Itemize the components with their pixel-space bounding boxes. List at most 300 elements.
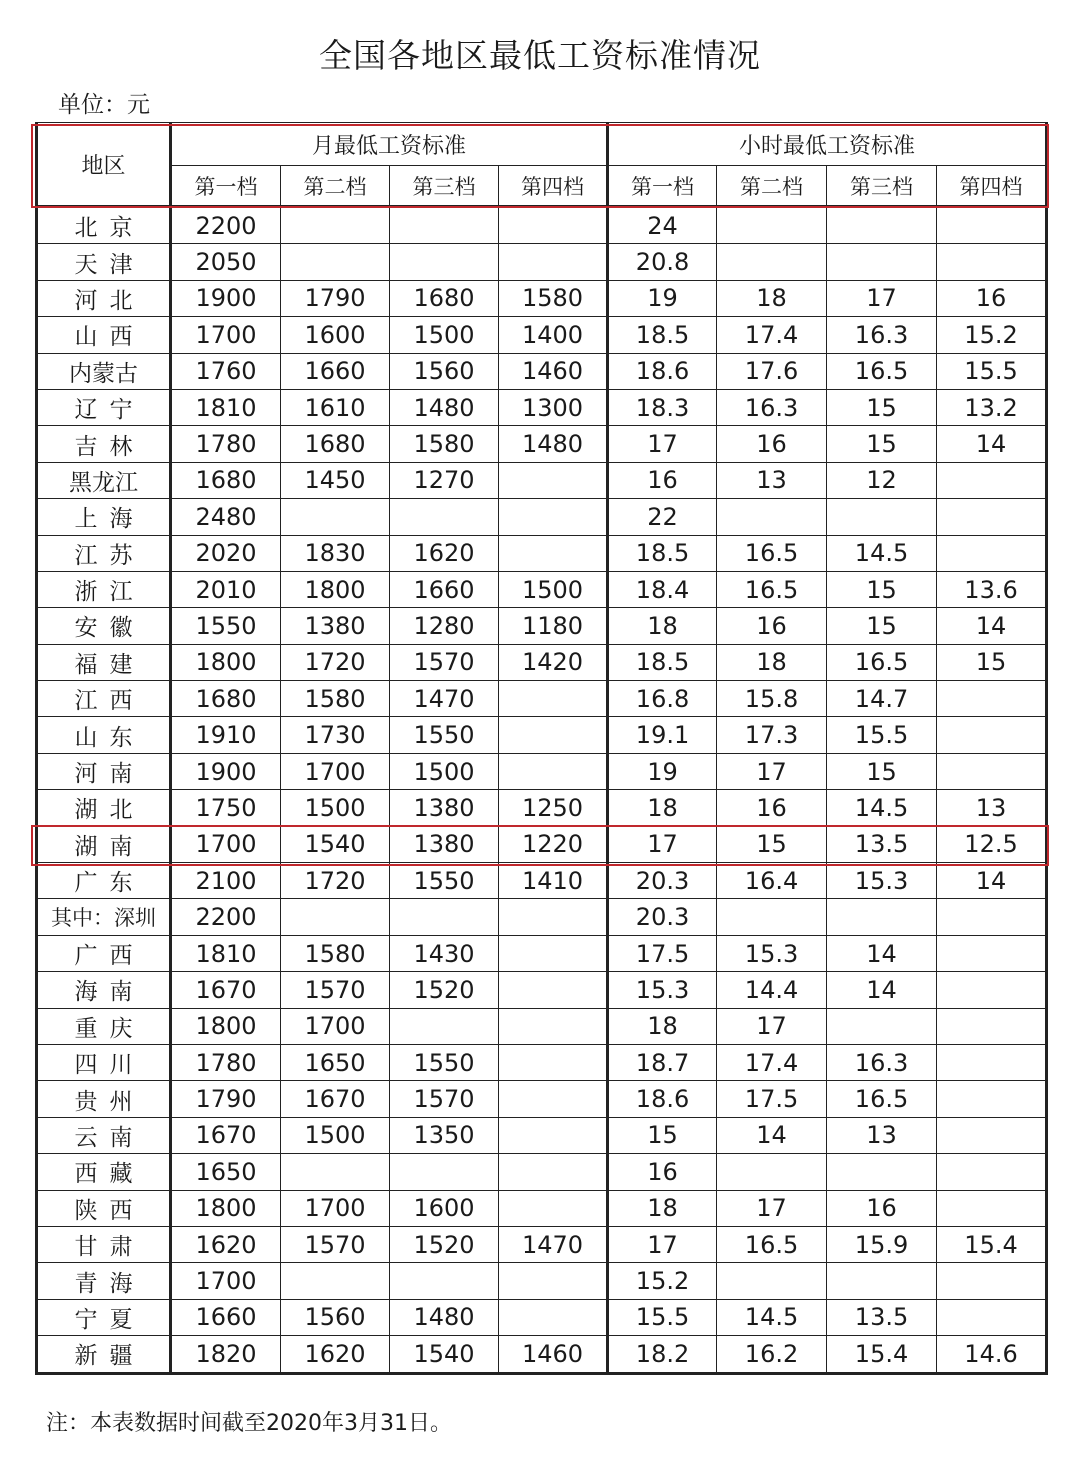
monthly-tier-2-cell: 1720 [281, 863, 390, 899]
monthly-wage-header: 月最低工资标准 [171, 123, 608, 166]
monthly-tier-2-cell: 1730 [281, 717, 390, 753]
hourly-tier-3-cell: 16.3 [827, 317, 937, 353]
hourly-tier-3-cell [827, 244, 937, 280]
table-row [37, 571, 1047, 607]
region-cell: 云南 [37, 1117, 171, 1153]
monthly-tier-2-cell: 1700 [281, 1008, 390, 1044]
hourly-tier-3-cell: 16.5 [827, 353, 937, 389]
table-row [37, 935, 1047, 971]
hourly-tier-2-cell: 17 [717, 753, 827, 789]
monthly-tier-2-cell [281, 1263, 390, 1299]
monthly-tier-3-cell: 1570 [390, 644, 499, 680]
hourly-tier-4-cell: 15 [937, 644, 1047, 680]
monthly-tier-2-cell: 1680 [281, 426, 390, 462]
monthly-tier-2-cell [281, 244, 390, 280]
hourly-tier-4-cell: 14.6 [937, 1336, 1047, 1373]
hourly-tier-3-cell: 14 [827, 972, 937, 1008]
monthly-tier-4-cell [499, 1299, 608, 1335]
hourly-tier-1-cell: 16 [608, 1154, 717, 1190]
hourly-tier-4-cell: 14 [937, 426, 1047, 462]
monthly-tier-1-cell: 1670 [171, 972, 281, 1008]
monthly-tier-4-cell [499, 499, 608, 535]
monthly-tier-1-cell: 1680 [171, 681, 281, 717]
hourly-tier-4-cell [937, 1190, 1047, 1226]
hourly-tier-3-cell [827, 1263, 937, 1299]
hourly-tier-1-cell: 18.5 [608, 317, 717, 353]
region-cell: 安徽 [37, 608, 171, 644]
hourly-tier-4-cell: 13.2 [937, 389, 1047, 425]
hourly-tier-2-cell: 15.3 [717, 935, 827, 971]
hourly-tier-1-cell: 16.8 [608, 681, 717, 717]
hourly-tier-4-cell [937, 244, 1047, 280]
monthly-tier-4-cell: 1460 [499, 1336, 608, 1373]
monthly-tier-3-cell: 1680 [390, 280, 499, 316]
table-row [37, 826, 1047, 862]
hourly-tier-4-cell [937, 1299, 1047, 1335]
monthly-tier-2-cell: 1720 [281, 644, 390, 680]
monthly-tier-3-cell: 1500 [390, 317, 499, 353]
monthly-tier-1-cell: 2200 [171, 899, 281, 935]
hourly-tier-3-cell [827, 899, 937, 935]
hourly-tier-1-cell: 15.5 [608, 1299, 717, 1335]
monthly-tier-4-cell: 1400 [499, 317, 608, 353]
table-header [37, 123, 1047, 207]
hourly-tier-1-cell: 18 [608, 608, 717, 644]
region-cell: 四川 [37, 1044, 171, 1080]
monthly-tier-4-cell [499, 535, 608, 571]
monthly-tier-2-cell: 1800 [281, 571, 390, 607]
hourly-tier-2-cell: 16.5 [717, 535, 827, 571]
monthly-tier-1-cell: 1900 [171, 753, 281, 789]
monthly-tier-3-cell: 1550 [390, 863, 499, 899]
hourly-tier-2-cell: 17.4 [717, 317, 827, 353]
table-row [37, 717, 1047, 753]
monthly-tier-4-cell: 1180 [499, 608, 608, 644]
hourly-tier-2-cell: 16 [717, 426, 827, 462]
table-row [37, 644, 1047, 680]
monthly-tier-2-cell: 1450 [281, 462, 390, 498]
monthly-tier-2-cell: 1700 [281, 1190, 390, 1226]
hourly-tier-3-cell: 15 [827, 753, 937, 789]
monthly-tier-3-cell: 1270 [390, 462, 499, 498]
monthly-tier-2-cell [281, 499, 390, 535]
hourly-tier-1-cell: 18.3 [608, 389, 717, 425]
minimum-wage-table [35, 122, 1048, 1375]
hourly-tier-2-cell: 16.4 [717, 863, 827, 899]
hourly-tier-2-cell [717, 1263, 827, 1299]
region-cell: 江苏 [37, 535, 171, 571]
hourly-tier-4-cell: 13 [937, 790, 1047, 826]
hourly-tier-1-cell: 24 [608, 207, 717, 244]
hourly-tier-1-header: 第一档 [608, 166, 717, 207]
hourly-tier-3-cell [827, 499, 937, 535]
hourly-tier-2-cell: 13 [717, 462, 827, 498]
monthly-tier-3-cell: 1380 [390, 790, 499, 826]
monthly-tier-3-cell: 1350 [390, 1117, 499, 1153]
monthly-tier-1-cell: 1680 [171, 462, 281, 498]
hourly-tier-4-cell [937, 1154, 1047, 1190]
monthly-tier-3-cell [390, 244, 499, 280]
monthly-tier-1-cell: 1760 [171, 353, 281, 389]
hourly-tier-1-cell: 15.3 [608, 972, 717, 1008]
hourly-tier-3-cell: 14.7 [827, 681, 937, 717]
table-row [37, 1044, 1047, 1080]
hourly-tier-1-cell: 15 [608, 1117, 717, 1153]
hourly-tier-3-cell [827, 1154, 937, 1190]
monthly-tier-3-cell: 1620 [390, 535, 499, 571]
monthly-tier-2-cell: 1560 [281, 1299, 390, 1335]
hourly-tier-1-cell: 20.3 [608, 863, 717, 899]
hourly-tier-3-cell: 13.5 [827, 1299, 937, 1335]
unit-label: 单位：元 [58, 92, 150, 118]
hourly-tier-1-cell: 18.6 [608, 353, 717, 389]
monthly-tier-3-cell [390, 207, 499, 244]
hourly-tier-1-cell: 18 [608, 790, 717, 826]
hourly-tier-1-cell: 18.2 [608, 1336, 717, 1373]
monthly-tier-2-cell: 1670 [281, 1081, 390, 1117]
monthly-tier-1-cell: 2050 [171, 244, 281, 280]
hourly-tier-3-cell: 12 [827, 462, 937, 498]
hourly-tier-2-cell: 17 [717, 1190, 827, 1226]
monthly-tier-3-cell: 1540 [390, 1336, 499, 1373]
table-row [37, 972, 1047, 1008]
monthly-tier-4-cell: 1470 [499, 1226, 608, 1262]
monthly-tier-1-cell: 1650 [171, 1154, 281, 1190]
monthly-tier-4-cell [499, 753, 608, 789]
monthly-tier-4-cell [499, 1008, 608, 1044]
hourly-tier-4-cell [937, 681, 1047, 717]
monthly-tier-3-cell: 1550 [390, 717, 499, 753]
hourly-tier-4-cell: 15.4 [937, 1226, 1047, 1262]
monthly-tier-2-cell: 1620 [281, 1336, 390, 1373]
region-column-header: 地区 [37, 123, 171, 207]
hourly-tier-4-cell: 14 [937, 608, 1047, 644]
region-cell: 辽宁 [37, 389, 171, 425]
hourly-tier-3-cell: 14.5 [827, 790, 937, 826]
hourly-tier-3-cell: 16.5 [827, 644, 937, 680]
hourly-tier-4-cell [937, 1117, 1047, 1153]
monthly-tier-4-cell [499, 462, 608, 498]
region-cell: 广东 [37, 863, 171, 899]
monthly-tier-3-cell: 1580 [390, 426, 499, 462]
page-title: 全国各地区最低工资标准情况 [319, 36, 761, 75]
monthly-tier-1-cell: 1750 [171, 790, 281, 826]
hourly-tier-1-cell: 19.1 [608, 717, 717, 753]
hourly-tier-4-cell [937, 462, 1047, 498]
hourly-tier-3-cell: 15 [827, 426, 937, 462]
table-row [37, 1081, 1047, 1117]
hourly-wage-header: 小时最低工资标准 [608, 123, 1047, 166]
table-row [37, 608, 1047, 644]
region-cell: 甘肃 [37, 1226, 171, 1262]
monthly-tier-3-cell [390, 1154, 499, 1190]
monthly-tier-4-cell [499, 899, 608, 935]
table-row [37, 280, 1047, 316]
hourly-tier-1-cell: 18.4 [608, 571, 717, 607]
monthly-tier-4-cell [499, 244, 608, 280]
monthly-tier-1-header: 第一档 [171, 166, 281, 207]
monthly-tier-3-cell [390, 499, 499, 535]
region-cell: 贵州 [37, 1081, 171, 1117]
hourly-tier-4-cell: 15.5 [937, 353, 1047, 389]
hourly-tier-1-cell: 19 [608, 280, 717, 316]
hourly-tier-4-cell: 13.6 [937, 571, 1047, 607]
hourly-tier-4-cell [937, 207, 1047, 244]
region-cell: 西藏 [37, 1154, 171, 1190]
monthly-tier-4-cell [499, 972, 608, 1008]
monthly-tier-2-cell: 1600 [281, 317, 390, 353]
monthly-tier-1-cell: 2200 [171, 207, 281, 244]
region-cell: 河南 [37, 753, 171, 789]
monthly-tier-2-cell: 1580 [281, 935, 390, 971]
hourly-tier-2-cell: 14.5 [717, 1299, 827, 1335]
monthly-tier-2-cell: 1540 [281, 826, 390, 862]
table-row [37, 863, 1047, 899]
table-row [37, 353, 1047, 389]
hourly-tier-2-cell: 15 [717, 826, 827, 862]
hourly-tier-3-cell: 15 [827, 608, 937, 644]
hourly-tier-1-cell: 18.5 [608, 644, 717, 680]
hourly-tier-1-cell: 18 [608, 1190, 717, 1226]
hourly-tier-4-cell: 16 [937, 280, 1047, 316]
hourly-tier-2-cell: 18 [717, 644, 827, 680]
monthly-tier-2-cell: 1660 [281, 353, 390, 389]
hourly-tier-1-cell: 20.8 [608, 244, 717, 280]
monthly-tier-3-cell [390, 1008, 499, 1044]
hourly-tier-3-cell: 15.9 [827, 1226, 937, 1262]
monthly-tier-2-cell: 1570 [281, 1226, 390, 1262]
monthly-tier-3-cell: 1520 [390, 1226, 499, 1262]
monthly-tier-1-cell: 1550 [171, 608, 281, 644]
monthly-tier-4-cell [499, 717, 608, 753]
footnote: 注：本表数据时间截至2020年3月31日。 [46, 1411, 452, 1436]
region-cell: 重庆 [37, 1008, 171, 1044]
monthly-tier-1-cell: 1820 [171, 1336, 281, 1373]
monthly-tier-3-header: 第三档 [390, 166, 499, 207]
hourly-tier-1-cell: 17 [608, 826, 717, 862]
hourly-tier-4-cell [937, 1263, 1047, 1299]
hourly-tier-2-cell: 16.2 [717, 1336, 827, 1373]
monthly-tier-1-cell: 1670 [171, 1117, 281, 1153]
table-row [37, 1117, 1047, 1153]
monthly-tier-3-cell: 1380 [390, 826, 499, 862]
table-row [37, 462, 1047, 498]
region-cell: 天津 [37, 244, 171, 280]
hourly-tier-1-cell: 18.5 [608, 535, 717, 571]
monthly-tier-4-cell: 1500 [499, 571, 608, 607]
table-row [37, 1008, 1047, 1044]
hourly-tier-2-cell: 17.6 [717, 353, 827, 389]
monthly-tier-3-cell: 1500 [390, 753, 499, 789]
region-cell: 湖北 [37, 790, 171, 826]
hourly-tier-1-cell: 17.5 [608, 935, 717, 971]
monthly-tier-1-cell: 2020 [171, 535, 281, 571]
monthly-tier-2-cell: 1380 [281, 608, 390, 644]
monthly-tier-1-cell: 1900 [171, 280, 281, 316]
hourly-tier-3-cell: 17 [827, 280, 937, 316]
monthly-tier-3-cell: 1520 [390, 972, 499, 1008]
region-cell: 山东 [37, 717, 171, 753]
monthly-tier-1-cell: 2100 [171, 863, 281, 899]
monthly-tier-1-cell: 2480 [171, 499, 281, 535]
monthly-tier-2-cell [281, 1154, 390, 1190]
hourly-tier-2-cell [717, 1154, 827, 1190]
hourly-tier-2-cell: 17.4 [717, 1044, 827, 1080]
monthly-tier-3-cell: 1480 [390, 1299, 499, 1335]
hourly-tier-2-cell [717, 244, 827, 280]
hourly-tier-4-cell: 15.2 [937, 317, 1047, 353]
region-cell: 湖南 [37, 826, 171, 862]
monthly-tier-4-cell [499, 207, 608, 244]
monthly-tier-4-cell [499, 935, 608, 971]
monthly-tier-4-cell [499, 1117, 608, 1153]
table-row [37, 681, 1047, 717]
hourly-tier-4-header: 第四档 [937, 166, 1047, 207]
table-row [37, 244, 1047, 280]
region-cell: 其中：深圳 [37, 899, 171, 935]
monthly-tier-2-cell: 1700 [281, 753, 390, 789]
hourly-tier-3-cell: 15.5 [827, 717, 937, 753]
monthly-tier-4-header: 第四档 [499, 166, 608, 207]
hourly-tier-2-cell: 14.4 [717, 972, 827, 1008]
hourly-tier-1-cell: 22 [608, 499, 717, 535]
table-row [37, 207, 1047, 244]
hourly-tier-4-cell [937, 935, 1047, 971]
monthly-tier-2-cell: 1580 [281, 681, 390, 717]
table-row [37, 535, 1047, 571]
monthly-tier-4-cell [499, 681, 608, 717]
hourly-tier-2-cell: 16 [717, 790, 827, 826]
hourly-tier-3-cell: 13.5 [827, 826, 937, 862]
region-cell: 上海 [37, 499, 171, 535]
monthly-tier-1-cell: 1660 [171, 1299, 281, 1335]
table-row [37, 499, 1047, 535]
monthly-tier-1-cell: 1800 [171, 644, 281, 680]
hourly-tier-2-cell: 17.5 [717, 1081, 827, 1117]
hourly-tier-4-cell [937, 717, 1047, 753]
hourly-tier-4-cell [937, 535, 1047, 571]
hourly-tier-4-cell: 12.5 [937, 826, 1047, 862]
hourly-tier-3-cell: 15.4 [827, 1336, 937, 1373]
hourly-tier-3-cell: 14 [827, 935, 937, 971]
monthly-tier-1-cell: 1790 [171, 1081, 281, 1117]
monthly-tier-2-cell: 1570 [281, 972, 390, 1008]
monthly-tier-3-cell: 1470 [390, 681, 499, 717]
region-cell: 山西 [37, 317, 171, 353]
monthly-tier-1-cell: 1700 [171, 1263, 281, 1299]
monthly-tier-2-cell: 1830 [281, 535, 390, 571]
region-cell: 海南 [37, 972, 171, 1008]
region-cell: 吉林 [37, 426, 171, 462]
region-cell: 北京 [37, 207, 171, 244]
hourly-tier-3-cell: 16.5 [827, 1081, 937, 1117]
table-row [37, 1226, 1047, 1262]
region-cell: 内蒙古 [37, 353, 171, 389]
hourly-tier-4-cell: 14 [937, 863, 1047, 899]
table-body [37, 207, 1047, 1374]
region-cell: 广西 [37, 935, 171, 971]
region-cell: 河北 [37, 280, 171, 316]
hourly-tier-1-cell: 20.3 [608, 899, 717, 935]
hourly-tier-3-cell [827, 207, 937, 244]
monthly-tier-2-cell [281, 899, 390, 935]
table-row [37, 1299, 1047, 1335]
region-cell: 福建 [37, 644, 171, 680]
monthly-tier-2-cell: 1790 [281, 280, 390, 316]
table-row [37, 389, 1047, 425]
monthly-tier-2-cell: 1610 [281, 389, 390, 425]
hourly-tier-4-cell [937, 1044, 1047, 1080]
region-cell: 浙江 [37, 571, 171, 607]
monthly-tier-1-cell: 1810 [171, 389, 281, 425]
monthly-tier-1-cell: 1620 [171, 1226, 281, 1262]
monthly-tier-4-cell: 1480 [499, 426, 608, 462]
hourly-tier-3-cell [827, 1008, 937, 1044]
hourly-tier-3-cell: 15.3 [827, 863, 937, 899]
monthly-tier-4-cell: 1420 [499, 644, 608, 680]
monthly-tier-3-cell: 1560 [390, 353, 499, 389]
hourly-tier-1-cell: 17 [608, 1226, 717, 1262]
monthly-tier-1-cell: 1700 [171, 826, 281, 862]
hourly-tier-2-cell: 16.3 [717, 389, 827, 425]
monthly-tier-4-cell: 1250 [499, 790, 608, 826]
hourly-tier-1-cell: 18.6 [608, 1081, 717, 1117]
monthly-tier-4-cell: 1300 [499, 389, 608, 425]
hourly-tier-2-cell: 15.8 [717, 681, 827, 717]
monthly-tier-3-cell: 1660 [390, 571, 499, 607]
hourly-tier-2-cell: 16.5 [717, 571, 827, 607]
hourly-tier-1-cell: 18.7 [608, 1044, 717, 1080]
hourly-tier-4-cell [937, 899, 1047, 935]
monthly-tier-3-cell: 1550 [390, 1044, 499, 1080]
table-row [37, 899, 1047, 935]
monthly-tier-1-cell: 1780 [171, 1044, 281, 1080]
hourly-tier-2-cell [717, 207, 827, 244]
hourly-tier-2-cell: 16 [717, 608, 827, 644]
table-row [37, 426, 1047, 462]
hourly-tier-1-cell: 19 [608, 753, 717, 789]
monthly-tier-4-cell [499, 1081, 608, 1117]
monthly-tier-2-cell: 1650 [281, 1044, 390, 1080]
hourly-tier-1-cell: 15.2 [608, 1263, 717, 1299]
monthly-tier-1-cell: 1910 [171, 717, 281, 753]
monthly-tier-3-cell: 1570 [390, 1081, 499, 1117]
monthly-tier-1-cell: 1780 [171, 426, 281, 462]
hourly-tier-3-header: 第三档 [827, 166, 937, 207]
monthly-tier-4-cell: 1460 [499, 353, 608, 389]
monthly-tier-4-cell: 1220 [499, 826, 608, 862]
region-cell: 新疆 [37, 1336, 171, 1373]
region-cell: 青海 [37, 1263, 171, 1299]
monthly-tier-3-cell [390, 1263, 499, 1299]
monthly-tier-4-cell: 1410 [499, 863, 608, 899]
hourly-tier-3-cell: 15 [827, 389, 937, 425]
monthly-tier-3-cell: 1600 [390, 1190, 499, 1226]
monthly-tier-3-cell [390, 899, 499, 935]
hourly-tier-3-cell: 16.3 [827, 1044, 937, 1080]
hourly-tier-2-cell [717, 899, 827, 935]
table-row [37, 753, 1047, 789]
monthly-tier-1-cell: 1700 [171, 317, 281, 353]
region-cell: 江西 [37, 681, 171, 717]
monthly-tier-4-cell [499, 1154, 608, 1190]
monthly-tier-1-cell: 1810 [171, 935, 281, 971]
hourly-tier-1-cell: 17 [608, 426, 717, 462]
monthly-tier-4-cell [499, 1263, 608, 1299]
monthly-tier-1-cell: 1800 [171, 1190, 281, 1226]
region-cell: 黑龙江 [37, 462, 171, 498]
region-cell: 陕西 [37, 1190, 171, 1226]
